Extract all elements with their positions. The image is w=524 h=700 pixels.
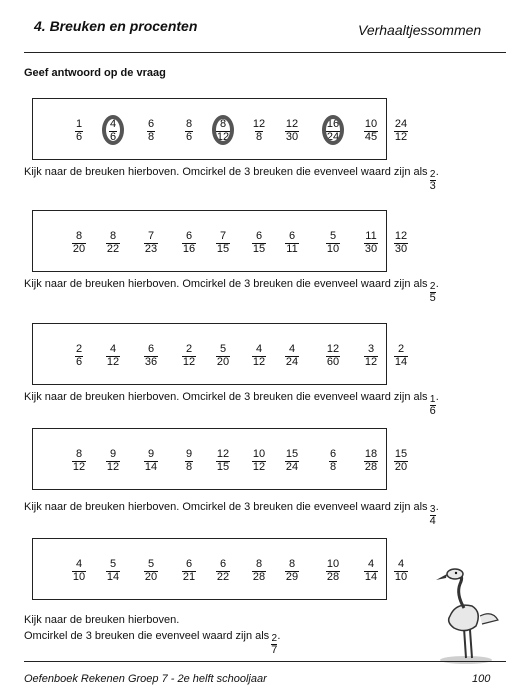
fraction-numerator: 8	[75, 230, 83, 242]
fraction[interactable]	[249, 449, 269, 473]
fraction-denominator: 12	[106, 355, 120, 368]
fraction-denominator: 45	[364, 130, 378, 143]
fraction-numerator: 2	[429, 169, 436, 180]
fraction-denominator: 6	[109, 130, 117, 143]
fraction[interactable]	[141, 344, 161, 368]
fraction-denominator: 14	[106, 570, 120, 583]
fraction-row-box	[32, 210, 408, 272]
target-fraction	[271, 634, 277, 656]
fraction[interactable]	[141, 231, 161, 255]
fraction[interactable]	[323, 559, 343, 583]
fraction-denominator: 20	[394, 460, 408, 473]
fraction[interactable]	[213, 231, 233, 255]
fraction-denominator: 12	[364, 355, 378, 368]
page-title: 4. Breuken en procenten	[34, 18, 198, 34]
fraction-numerator: 4	[367, 558, 375, 570]
fraction[interactable]	[249, 119, 269, 143]
fraction-denominator: 4	[429, 515, 436, 527]
fraction-denominator: 30	[394, 242, 408, 255]
fraction-denominator: 16	[182, 242, 196, 255]
fraction[interactable]	[391, 449, 411, 473]
fraction-numerator: 12	[216, 448, 230, 460]
fraction-numerator: 18	[364, 448, 378, 460]
fraction-numerator: 2	[429, 281, 436, 292]
fraction-numerator: 8	[109, 230, 117, 242]
fraction[interactable]	[391, 231, 411, 255]
fraction-numerator: 3	[367, 343, 375, 355]
target-fraction	[430, 505, 436, 527]
fraction-numerator: 2	[397, 343, 405, 355]
fraction-row-box	[32, 538, 408, 600]
fraction-denominator: 20	[216, 355, 230, 368]
fraction[interactable]	[103, 231, 123, 255]
footer-text: Oefenboek Rekenen Groep 7 - 2e helft schooljaar	[24, 673, 267, 685]
fraction-numerator: 2	[75, 343, 83, 355]
fraction-denominator: 15	[216, 242, 230, 255]
question-text: Kijk naar de breuken hierboven. Omcirkel de 3 breuken die evenveel waard zijn als $\frac{3}{4}$ .	[24, 501, 439, 527]
fraction-numerator: 4	[255, 343, 263, 355]
fraction-denominator: 5	[429, 292, 436, 304]
fraction-denominator: 14	[144, 460, 158, 473]
fraction[interactable]	[69, 344, 89, 368]
fraction[interactable]	[179, 449, 199, 473]
fraction-denominator: 30	[285, 130, 299, 143]
mascot-icon	[420, 566, 508, 666]
fraction[interactable]	[249, 559, 269, 583]
fraction-denominator: 8	[147, 130, 155, 143]
fraction-numerator: 2	[185, 343, 193, 355]
fraction[interactable]	[179, 559, 199, 583]
header-divider	[24, 52, 506, 53]
fraction-numerator: 1	[75, 118, 83, 130]
fraction[interactable]	[103, 119, 123, 143]
fraction-denominator: 30	[364, 242, 378, 255]
fraction-denominator: 10	[394, 570, 408, 583]
fraction[interactable]	[323, 344, 343, 368]
page-number: 100	[472, 673, 491, 685]
fraction-denominator: 24	[285, 460, 299, 473]
fraction-denominator: 12	[252, 460, 266, 473]
question-label: Kijk naar de breuken hierboven. Omcirkel de 3 breuken die evenveel waard zijn als	[24, 166, 428, 178]
fraction-numerator: 4	[397, 558, 405, 570]
fraction[interactable]	[179, 119, 199, 143]
fraction[interactable]	[141, 119, 161, 143]
fraction[interactable]	[282, 449, 302, 473]
fraction-numerator: 10	[326, 558, 340, 570]
fraction-numerator: 9	[147, 448, 155, 460]
fraction-denominator: 8	[255, 130, 263, 143]
fraction[interactable]	[323, 231, 343, 255]
fraction-numerator: 4	[109, 118, 117, 130]
target-fraction	[430, 170, 436, 192]
fraction-denominator: 7	[271, 644, 278, 656]
question-label: Kijk naar de breuken hierboven. Omcirkel de 3 breuken die evenveel waard zijn als	[24, 278, 428, 290]
fraction-denominator: 6	[75, 130, 83, 143]
fraction[interactable]	[282, 231, 302, 255]
fraction-numerator: 6	[147, 118, 155, 130]
fraction[interactable]	[391, 559, 411, 583]
fraction-denominator: 29	[285, 570, 299, 583]
fraction-denominator: 36	[144, 355, 158, 368]
fraction-numerator: 5	[147, 558, 155, 570]
fraction[interactable]	[179, 344, 199, 368]
question-text: Kijk naar de breuken hierboven. Omcirkel de 3 breuken die evenveel waard zijn als $\frac{2}{5}$ .	[24, 278, 439, 304]
fraction[interactable]	[141, 559, 161, 583]
fraction-numerator: 9	[185, 448, 193, 460]
fraction-denominator: 11	[286, 242, 298, 255]
fraction-row-box	[32, 428, 408, 490]
fraction[interactable]	[249, 231, 269, 255]
fraction-numerator: 12	[394, 230, 408, 242]
question-text: Kijk naar de breuken hierboven.	[24, 614, 180, 626]
fraction[interactable]	[103, 559, 123, 583]
fraction[interactable]	[282, 559, 302, 583]
fraction-denominator: 10	[326, 242, 340, 255]
fraction-denominator: 12	[394, 130, 408, 143]
fraction-numerator: 4	[109, 343, 117, 355]
fraction-numerator: 7	[147, 230, 155, 242]
fraction-numerator: 7	[219, 230, 227, 242]
fraction[interactable]	[361, 231, 381, 255]
fraction-denominator: 12	[182, 355, 196, 368]
fraction-denominator: 22	[216, 570, 230, 583]
fraction[interactable]	[249, 344, 269, 368]
fraction-denominator: 6	[185, 130, 193, 143]
fraction-numerator: 5	[219, 343, 227, 355]
fraction-numerator: 10	[252, 448, 266, 460]
section-subtitle: Verhaaltjessommen	[358, 22, 482, 38]
fraction-numerator: 24	[394, 118, 408, 130]
fraction-row-box	[32, 98, 408, 160]
fraction-numerator: 8	[255, 558, 263, 570]
fraction[interactable]	[179, 231, 199, 255]
fraction[interactable]	[69, 559, 89, 583]
fraction-numerator: 6	[288, 230, 296, 242]
fraction[interactable]	[103, 449, 123, 473]
fraction-numerator: 1	[429, 394, 436, 405]
question-text: Omcirkel de 3 breuken die evenveel waard zijn als $\frac{2}{7}$ .	[24, 630, 281, 656]
fraction-denominator: 28	[364, 460, 378, 473]
fraction[interactable]	[103, 344, 123, 368]
fraction-denominator: 24	[326, 130, 340, 143]
fraction-numerator: 9	[109, 448, 117, 460]
fraction[interactable]	[361, 344, 381, 368]
fraction[interactable]	[213, 119, 233, 143]
fraction-denominator: 14	[394, 355, 408, 368]
instruction-heading: Geef antwoord op de vraag	[24, 67, 166, 79]
fraction-numerator: 11	[365, 230, 377, 242]
fraction-numerator: 6	[185, 230, 193, 242]
fraction-denominator: 15	[216, 460, 230, 473]
fraction[interactable]	[323, 119, 343, 143]
fraction-denominator: 12	[106, 460, 120, 473]
fraction[interactable]	[69, 119, 89, 143]
question-label: Kijk naar de breuken hierboven. Omcirkel de 3 breuken die evenveel waard zijn als	[24, 391, 428, 403]
fraction-denominator: 20	[144, 570, 158, 583]
fraction-denominator: 10	[72, 570, 86, 583]
fraction-denominator: 3	[429, 180, 436, 192]
fraction[interactable]	[391, 344, 411, 368]
fraction[interactable]	[69, 231, 89, 255]
fraction-denominator: 28	[252, 570, 266, 583]
fraction-numerator: 3	[429, 504, 436, 515]
fraction[interactable]	[391, 119, 411, 143]
fraction-row-box	[32, 323, 408, 385]
fraction-numerator: 8	[185, 118, 193, 130]
fraction[interactable]	[361, 449, 381, 473]
fraction-numerator: 8	[219, 118, 227, 130]
fraction[interactable]	[361, 559, 381, 583]
fraction-denominator: 21	[182, 570, 196, 583]
fraction[interactable]	[213, 344, 233, 368]
fraction-numerator: 6	[147, 343, 155, 355]
fraction-numerator: 6	[219, 558, 227, 570]
fraction-numerator: 10	[364, 118, 378, 130]
fraction-denominator: 28	[326, 570, 340, 583]
fraction-denominator: 20	[72, 242, 86, 255]
fraction[interactable]	[282, 344, 302, 368]
fraction-denominator: 12	[72, 460, 86, 473]
fraction-denominator: 23	[144, 242, 158, 255]
fraction-numerator: 16	[326, 118, 340, 130]
fraction-numerator: 15	[394, 448, 408, 460]
fraction-denominator: 24	[285, 355, 299, 368]
fraction-denominator: 6	[429, 405, 436, 417]
fraction-numerator: 8	[75, 448, 83, 460]
fraction-denominator: 12	[252, 355, 266, 368]
fraction-numerator: 4	[75, 558, 83, 570]
fraction-numerator: 5	[329, 230, 337, 242]
fraction-denominator: 60	[326, 355, 340, 368]
fraction-numerator: 12	[285, 118, 299, 130]
fraction[interactable]	[213, 449, 233, 473]
fraction[interactable]	[361, 119, 381, 143]
fraction-denominator: 15	[252, 242, 266, 255]
fraction-numerator: 12	[252, 118, 266, 130]
fraction-denominator: 12	[216, 130, 230, 143]
target-fraction	[430, 395, 436, 417]
fraction-denominator: 22	[106, 242, 120, 255]
question-text: Kijk naar de breuken hierboven. Omcirkel de 3 breuken die evenveel waard zijn als $\frac{2}{3}$ .	[24, 166, 439, 192]
fraction-denominator: 8	[329, 460, 337, 473]
fraction-numerator: 2	[271, 633, 278, 644]
fraction-denominator: 14	[364, 570, 378, 583]
fraction-numerator: 5	[109, 558, 117, 570]
footer-divider	[24, 661, 506, 662]
fraction[interactable]	[282, 119, 302, 143]
fraction[interactable]	[213, 559, 233, 583]
fraction-numerator: 8	[288, 558, 296, 570]
fraction-numerator: 12	[326, 343, 340, 355]
fraction-numerator: 6	[255, 230, 263, 242]
fraction-numerator: 4	[288, 343, 296, 355]
fraction-denominator: 8	[185, 460, 193, 473]
question-label: Omcirkel de 3 breuken die evenveel waard zijn als	[24, 630, 270, 642]
fraction-numerator: 6	[185, 558, 193, 570]
fraction[interactable]	[141, 449, 161, 473]
fraction[interactable]	[69, 449, 89, 473]
question-text: Kijk naar de breuken hierboven. Omcirkel de 3 breuken die evenveel waard zijn als $\frac{1}{6}$ .	[24, 391, 439, 417]
fraction-numerator: 6	[329, 448, 337, 460]
fraction[interactable]	[323, 449, 343, 473]
fraction-denominator: 6	[75, 355, 83, 368]
question-label: Kijk naar de breuken hierboven. Omcirkel de 3 breuken die evenveel waard zijn als	[24, 501, 428, 513]
fraction-numerator: 15	[285, 448, 299, 460]
target-fraction	[430, 282, 436, 304]
